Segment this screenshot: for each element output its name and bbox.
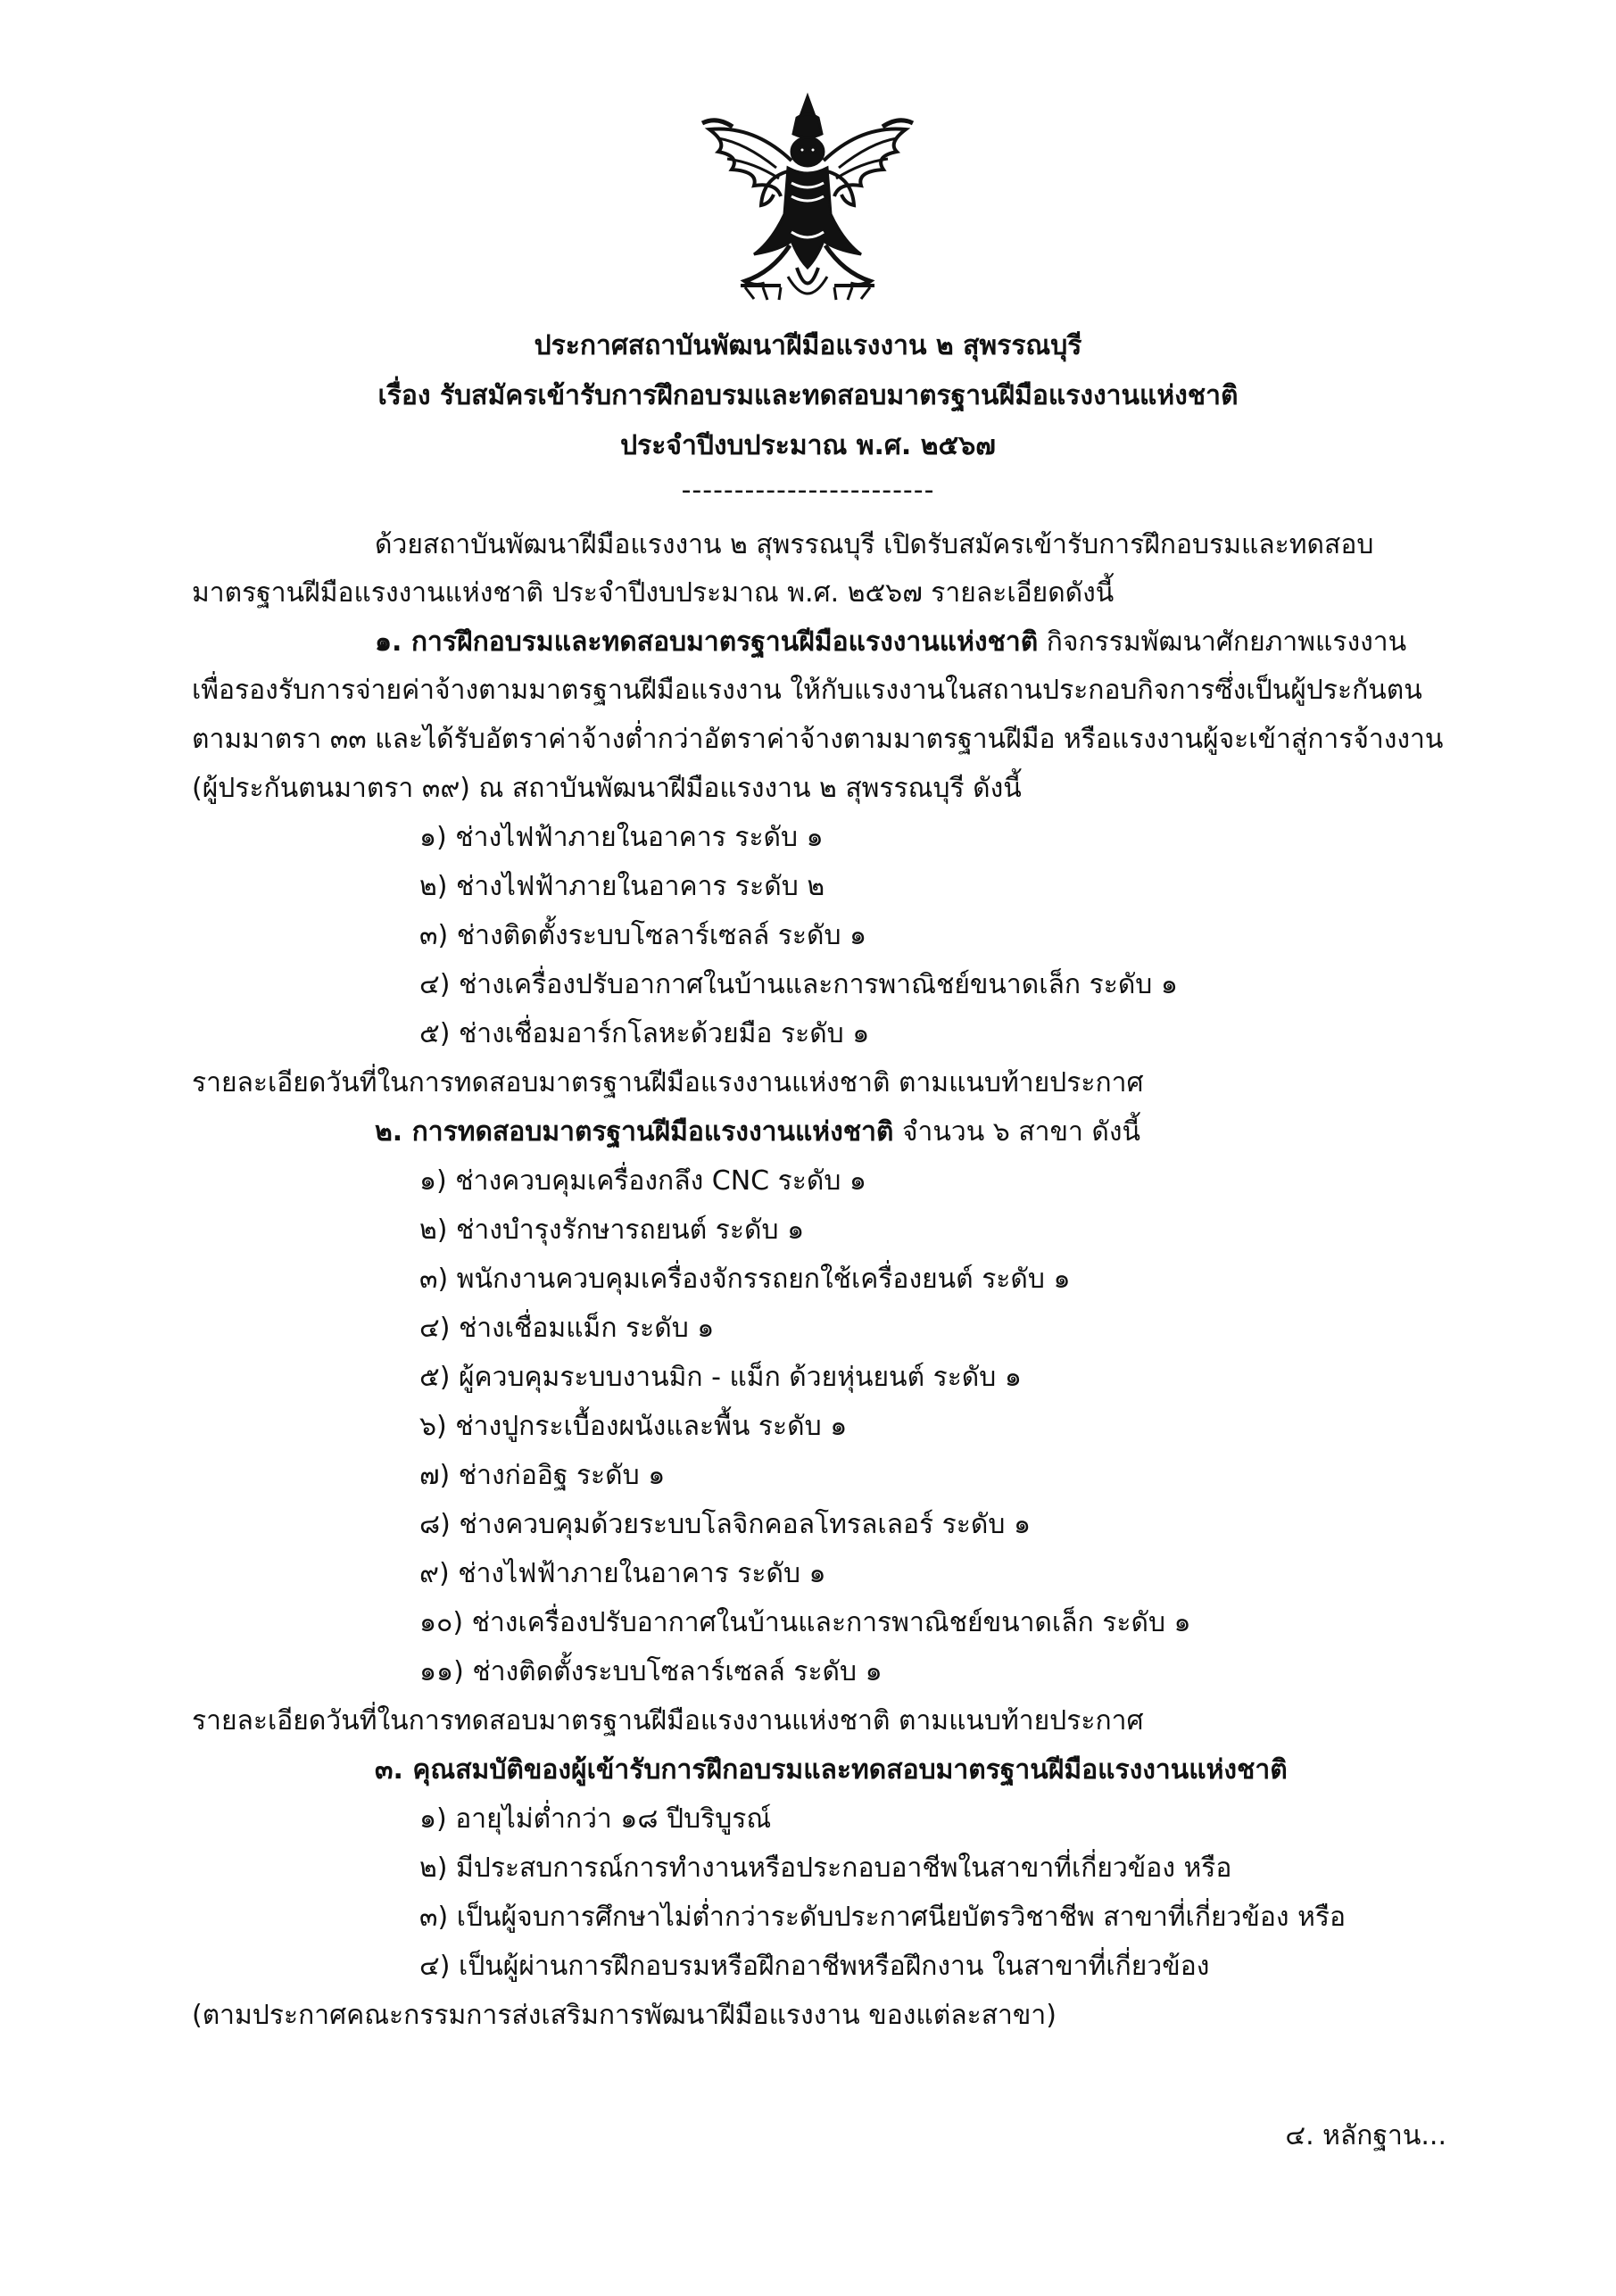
- section2-item: ๑) ช่างควบคุมเครื่องกลึง CNC ระดับ ๑: [419, 1165, 866, 1197]
- section1-line-2: เพื่อรองรับการจ่ายค่าจ้างตามมาตรฐานฝีมือแรงงาน ให้กับแรงงานในสถานประกอบกิจการซึ่งเป็นผู้ประกันตน: [192, 675, 1422, 706]
- section1-item: ๑) ช่างไฟฟ้าภายในอาคาร ระดับ ๑: [419, 822, 824, 853]
- section2-heading-rest: จำนวน ๖ สาขา ดังนี้: [893, 1116, 1141, 1148]
- section1-heading-rest: กิจกรรมพัฒนาศักยภาพแรงงาน: [1038, 626, 1407, 658]
- section3-item: ๓) เป็นผู้จบการศึกษาไม่ต่ำกว่าระดับประกาศนียบัตรวิชาชีพ สาขาที่เกี่ยวข้อง หรือ: [419, 1902, 1347, 1933]
- section1-line-4: (ผู้ประกันตนมาตรา ๓๙) ณ สถาบันพัฒนาฝีมือแรงงาน ๒ สุพรรณบุรี ดังนี้: [192, 773, 1022, 804]
- garuda-emblem-icon: [692, 89, 924, 312]
- section2-heading: ๒. การทดสอบมาตรฐานฝีมือแรงงานแห่งชาติ: [375, 1116, 894, 1148]
- section2-item: ๔) ช่างเชื่อมแม็ก ระดับ ๑: [419, 1313, 715, 1344]
- intro-line-1: ด้วยสถาบันพัฒนาฝีมือแรงงาน ๒ สุพรรณบุรี เปิดรับสมัครเข้ารับการฝึกอบรมและทดสอบ: [375, 529, 1374, 560]
- section2-item: ๗) ช่างก่ออิฐ ระดับ ๑: [419, 1460, 666, 1491]
- announcement-title: ประกาศสถาบันพัฒนาฝีมือแรงงาน ๒ สุพรรณบุรี: [534, 330, 1082, 361]
- intro-line-2: มาตรฐานฝีมือแรงงานแห่งชาติ ประจำปีงบประมาณ พ.ศ. ๒๕๖๗ รายละเอียดดังนี้: [192, 577, 1115, 609]
- section3-note: (ตามประกาศคณะกรรมการส่งเสริมการพัฒนาฝีมือแรงงาน ของแต่ละสาขา): [192, 2000, 1057, 2031]
- section2-item: ๒) ช่างบำรุงรักษารถยนต์ ระดับ ๑: [419, 1214, 805, 1246]
- section3-item: ๔) เป็นผู้ผ่านการฝึกอบรมหรือฝึกอาชีพหรือฝึกงาน ในสาขาที่เกี่ยวข้อง: [419, 1951, 1210, 1982]
- section2-heading-line: [375, 1115, 1616, 1150]
- section2-item: ๙) ช่างไฟฟ้าภายในอาคาร ระดับ ๑: [419, 1558, 826, 1589]
- section3-item: ๒) มีประสบการณ์การทำงานหรือประกอบอาชีพในสาขาที่เกี่ยวข้อง หรือ: [419, 1853, 1232, 1884]
- section2-item: ๑๐) ช่างเครื่องปรับอากาศในบ้านและการพาณิชย์ขนาดเล็ก ระดับ ๑: [419, 1607, 1191, 1638]
- section1-item: ๓) ช่างติดตั้งระบบโซลาร์เซลล์ ระดับ ๑: [419, 920, 867, 951]
- section2-item: ๖) ช่างปูกระเบื้องผนังและพื้น ระดับ ๑: [419, 1411, 848, 1442]
- section3-heading: ๓. คุณสมบัติของผู้เข้ารับการฝึกอบรมและทดสอบมาตรฐานฝีมือแรงงานแห่งชาติ: [375, 1754, 1288, 1786]
- section1-item: ๔) ช่างเครื่องปรับอากาศในบ้านและการพาณิชย์ขนาดเล็ก ระดับ ๑: [419, 969, 1178, 1000]
- section2-note: รายละเอียดวันที่ในการทดสอบมาตรฐานฝีมือแรงงานแห่งชาติ ตามแนบท้ายประกาศ: [192, 1705, 1144, 1737]
- announcement-fiscal-year: ประจำปีงบประมาณ พ.ศ. ๒๕๖๗: [620, 430, 996, 461]
- section2-item: ๑๑) ช่างติดตั้งระบบโซลาร์เซลล์ ระดับ ๑: [419, 1656, 883, 1687]
- section1-line-3: ตามมาตรา ๓๓ และได้รับอัตราค่าจ้างต่ำกว่าอัตราค่าจ้างตามมาตรฐานฝีมือ หรือแรงงานผู้จะเข้าสู่การจ้างงาน: [192, 724, 1444, 755]
- section1-item: ๕) ช่างเชื่อมอาร์กโลหะด้วยมือ ระดับ ๑: [419, 1018, 870, 1049]
- title-separator: ------------------------: [681, 475, 935, 506]
- section2-item: ๓) พนักงานควบคุมเครื่องจักรรถยกใช้เครื่องยนต์ ระดับ ๑: [419, 1264, 1071, 1295]
- page-continuation: ๔. หลักฐาน...: [1285, 2120, 1446, 2151]
- section2-item: ๘) ช่างควบคุมด้วยระบบโลจิกคอลโทรลเลอร์ ระดับ ๑: [419, 1509, 1031, 1540]
- section1-note: รายละเอียดวันที่ในการทดสอบมาตรฐานฝีมือแรงงานแห่งชาติ ตามแนบท้ายประกาศ: [192, 1067, 1144, 1098]
- section1-heading-line: [375, 625, 1616, 660]
- section3-item: ๑) อายุไม่ต่ำกว่า ๑๘ ปีบริบูรณ์: [419, 1803, 772, 1835]
- section1-heading: ๑. การฝึกอบรมและทดสอบมาตรฐานฝีมือแรงงานแห่งชาติ: [375, 626, 1039, 658]
- section2-item: ๕) ผู้ควบคุมระบบงานมิก - แม็ก ด้วยหุ่นยนต์ ระดับ ๑: [419, 1362, 1022, 1393]
- announcement-subject: เรื่อง รับสมัครเข้ารับการฝึกอบรมและทดสอบมาตรฐานฝีมือแรงงานแห่งชาติ: [377, 380, 1239, 411]
- section1-item: ๒) ช่างไฟฟ้าภายในอาคาร ระดับ ๒: [419, 871, 825, 902]
